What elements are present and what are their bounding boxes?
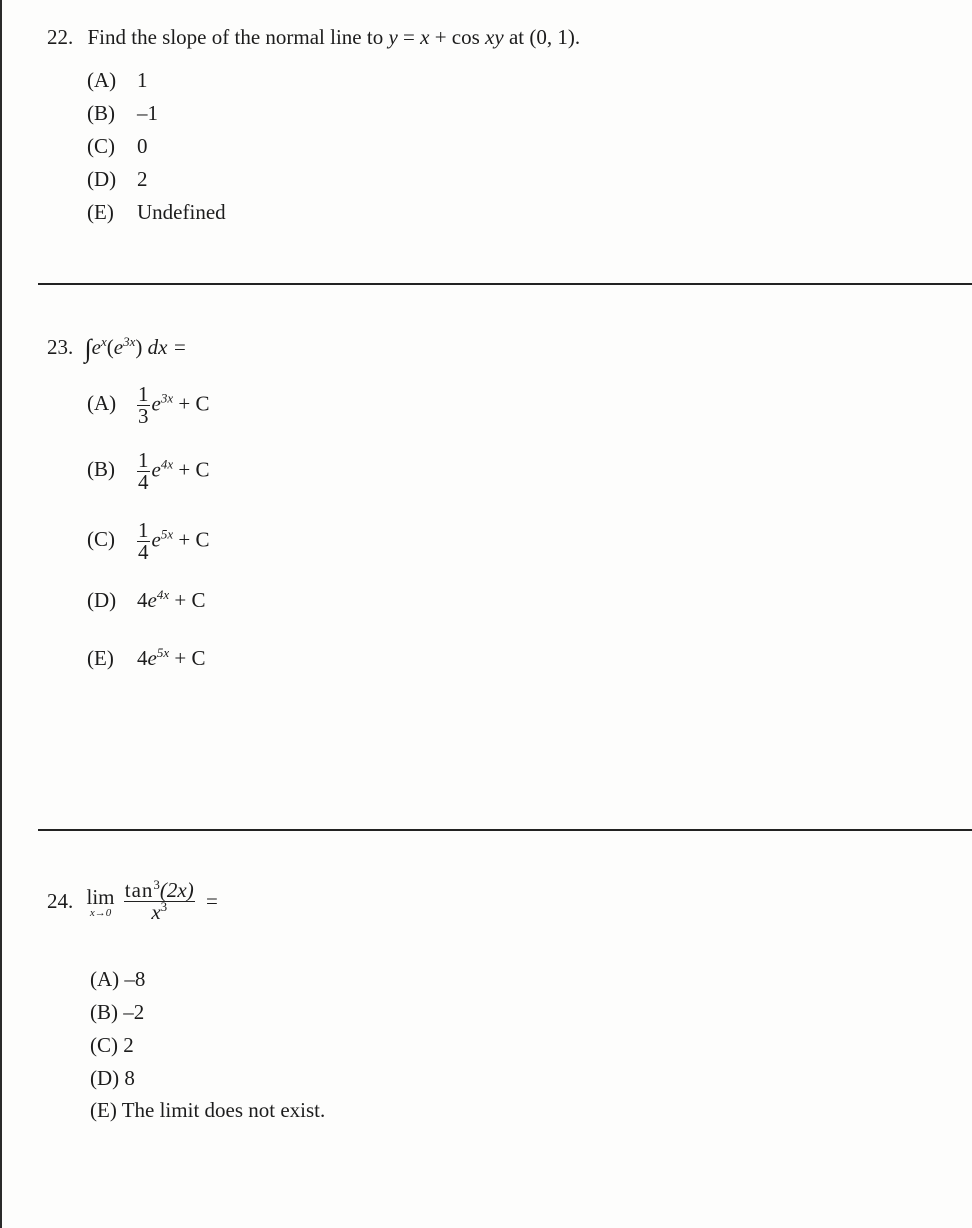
page-edge [0,0,2,1228]
option-23-c[interactable]: (C) $\frac{1}{4}$ $e^{5x} + C$ [87,518,210,564]
option-24-c[interactable]: (C) 2 [90,1033,134,1057]
question-number: 24. [47,889,74,913]
option-23-d[interactable]: (D) $4e^{4x} + C$ [87,587,206,612]
option-24-e[interactable]: (E) The limit does not exist. [90,1098,326,1122]
option-23-e[interactable]: (E) $4e^{5x} + C$ [87,645,206,670]
question-24 [47,877,218,924]
question-23 [47,336,187,362]
question-expression: lim x→0 $\frac{\tan^3(2x)}{x^3}$ = [86,877,218,924]
option-24-a[interactable]: (A) –8 [90,967,146,991]
question-number: 23. [47,335,74,359]
option-22-b[interactable]: (B) –1 [87,101,158,125]
option-24-b[interactable]: (B) –2 [90,1000,145,1024]
fraction: $\frac{1}{4}$ [138,518,149,564]
question-text: Find the slope of the normal line to y = x + cos xy at (0, 1). [87,25,581,49]
option-24-d[interactable]: (D) 8 [90,1066,135,1090]
option-22-c[interactable]: (C) 0 [87,134,148,158]
option-23-b[interactable]: (B) $\frac{1}{4}$ $e^{4x} + C$ [87,448,210,494]
question-number: 22. [47,25,74,49]
divider [38,829,972,831]
divider [38,283,972,285]
fraction: $\frac{1}{3}$ [138,382,149,428]
option-22-d[interactable]: (D) 2 [87,167,148,191]
option-23-a[interactable]: (A) $\frac{1}{3}$ $e^{3x} + C$ [87,382,210,428]
question-expression: $\int e^x(e^{3x})$ dx = [84,334,187,363]
fraction: $\frac{1}{4}$ [138,448,149,494]
question-22 [47,27,580,48]
option-22-a[interactable]: (A) 1 [87,68,148,92]
option-22-e[interactable]: (E) Undefined [87,200,226,224]
